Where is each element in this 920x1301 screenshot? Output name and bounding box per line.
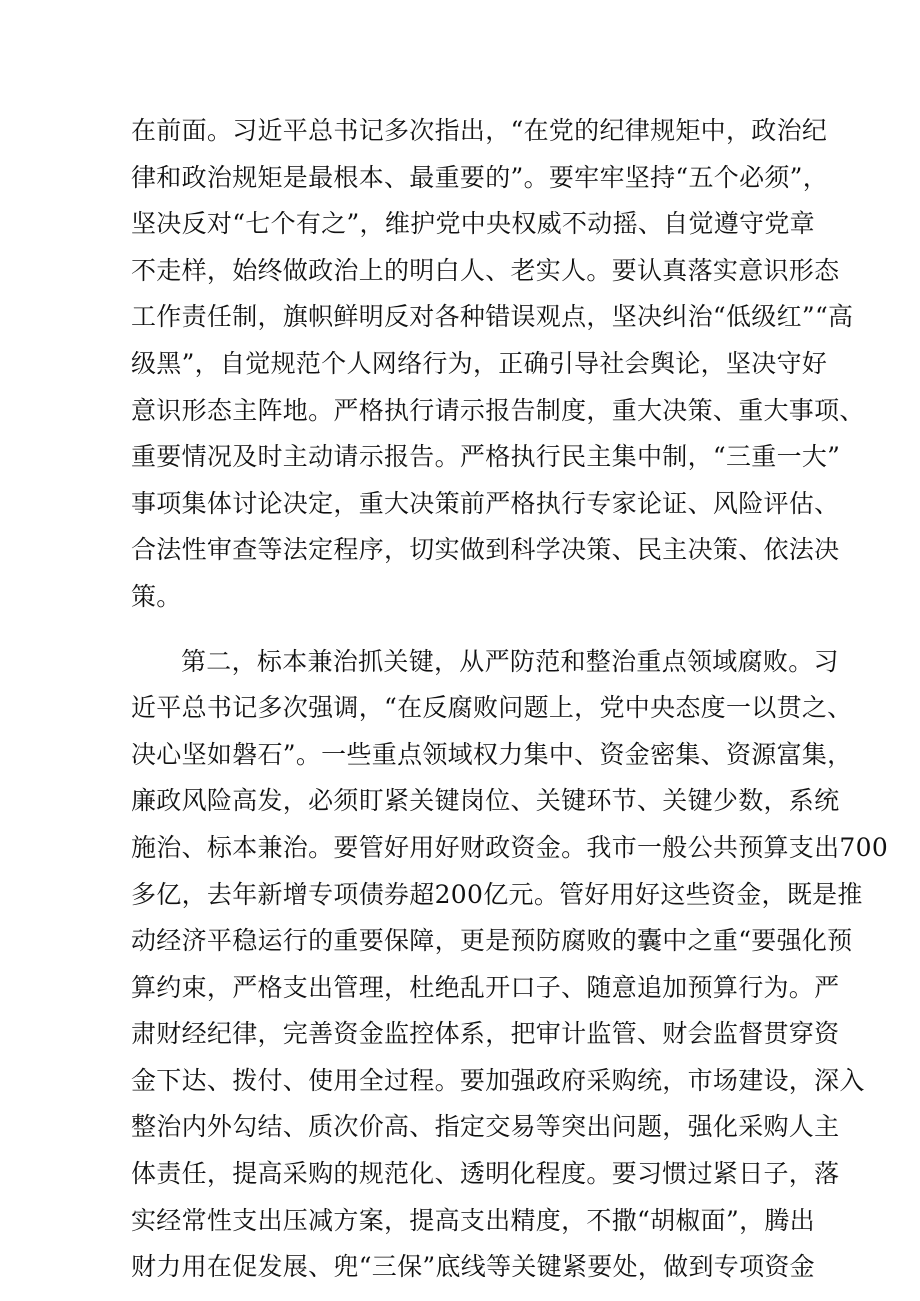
text-line: 决心坚如磐石”。一些重点领域权力集中、资金密集、资源富集， [131, 739, 853, 769]
text-line: 重要情况及时主动请示报告。严格执行民主集中制，“三重一大” [131, 442, 841, 472]
text-line: 意识形态主阵地。严格执行请示报告制度，重大决策、重大事项、 [131, 395, 865, 425]
text-line: 算约束，严格支出管理，杜绝乱开口子、随意追加预算行为。严 [131, 972, 840, 1002]
text-line: 律和政治规矩是最根本、最重要的”。要牢牢坚持“五个必须”， [131, 162, 829, 192]
text-line: 策。 [131, 581, 182, 611]
text-line: 级黑”，自觉规范个人网络行为，正确引导社会舆论，坚决守好 [131, 348, 828, 378]
paragraph-gap [131, 621, 791, 639]
text-line: 在前面。习近平总书记多次指出，“在党的纪律规矩中，政治纪 [131, 116, 828, 145]
text-line: 施治、标本兼治。要管好用好财政资金。我市一般公共预算支出700 [131, 832, 889, 862]
text-line: 财力用在促发展、兜“三保”底线等关键紧要处，做到专项资金 [131, 1252, 815, 1282]
text-line: 动经济平稳运行的重要保障，更是预防腐败的囊中之重“要强化预 [131, 926, 853, 956]
paragraph-1 [131, 108, 865, 621]
text-line: 坚决反对“七个有之”，维护党中央权威不动摇、自觉遵守党章 [131, 209, 815, 239]
text-line: 整治内外勾结、质次价高、指定交易等突出问题，强化采购人主 [131, 1112, 840, 1142]
text-line: 合法性审查等法定程序，切实做到科学决策、民主决策、依法决 [131, 535, 840, 565]
text-line: 体责任，提高采购的规范化、透明化程度。要习惯过紧日子，落 [131, 1159, 840, 1189]
text-line: 近平总书记多次强调，“在反腐败问题上，党中央态度一以贯之、 [131, 693, 853, 723]
body-text [131, 108, 889, 1291]
text-line: 肃财经纪律，完善资金监控体系，把审计监管、财会监督贯穿资 [131, 1019, 840, 1049]
text-line: 不走样，始终做政治上的明白人、老实人。要认真落实意识形态 [131, 255, 840, 285]
text-line: 廉政风险高发，必须盯紧关键岗位、关键环节、关键少数，系统 [131, 786, 840, 816]
text-line: 事项集体讨论决定，重大决策前严格执行专家论证、风险评估、 [131, 488, 840, 518]
paragraph-2 [131, 639, 889, 1291]
text-line: 实经常性支出压减方案，提高支出精度，不撒“胡椒面”，腾出 [131, 1205, 815, 1235]
text-line: 第二，标本兼治抓关键，从严防范和整治重点领域腐败。习 [181, 646, 839, 676]
text-line: 工作责任制，旗帜鲜明反对各种错误观点，坚决纠治“低级红”“高 [131, 302, 854, 332]
text-line: 多亿，去年新增专项债券超200亿元。管好用好这些资金，既是推 [131, 879, 863, 909]
text-line: 金下达、拨付、使用全过程。要加强政府采购统，市场建设，深入 [131, 1065, 865, 1095]
